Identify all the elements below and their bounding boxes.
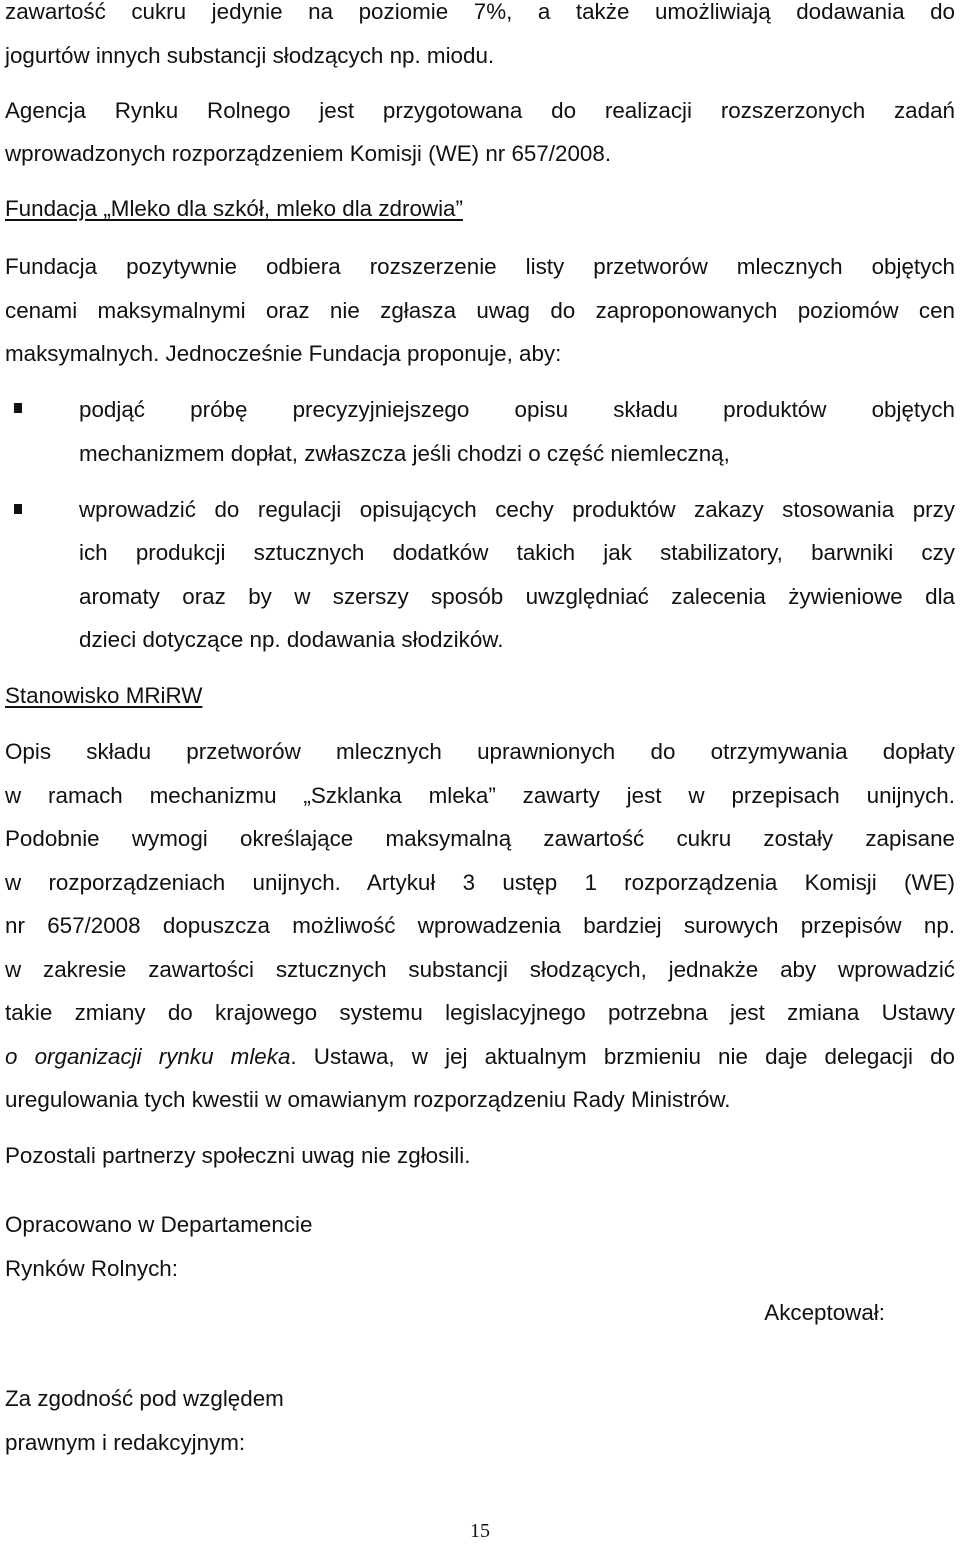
bullet-item-line: ich produkcji sztucznych dodatków takich jak stabilizatory, barwniki czy — [79, 540, 955, 565]
mrirw-line: w ramach mechanizmu „Szklanka mleka” zawarty jest w przepisach unijnych. — [5, 783, 955, 808]
legal-check-label: prawnym i redakcyjnym: — [5, 1430, 246, 1455]
mrirw-heading: Stanowisko MRiRW — [5, 683, 203, 708]
mrirw-line: Podobnie wymogi określające maksymalną zawartość cukru zostały zapisane — [5, 826, 955, 851]
fundacja-line: maksymalnych. Jednocześnie Fundacja proponuje, aby: — [5, 341, 562, 366]
mrirw-line: takie zmiany do krajowego systemu legislacyjnego potrzebna jest zmiana Ustawy — [5, 1000, 955, 1025]
intro-line: Agencja Rynku Rolnego jest przygotowana do realizacji rozszerzonych zadań — [5, 98, 955, 123]
accepted-label: Akceptował: — [764, 1300, 885, 1325]
fundacja-heading-row — [5, 194, 955, 224]
bullet-item-line: aromaty oraz by w szerszy sposób uwzględniać zalecenia żywieniowe dla — [79, 584, 955, 609]
prepared-by-label: Opracowano w Departamencie — [5, 1212, 313, 1237]
others-statement: Pozostali partnerzy społeczni uwag nie zgłosili. — [5, 1143, 471, 1168]
mrirw-line: uregulowania tych kwestii w omawianym rozporządzeniu Rady Ministrów. — [5, 1087, 731, 1112]
fundacja-heading: Fundacja „Mleko dla szkół, mleko dla zdrowia” — [5, 196, 463, 221]
intro-line: zawartość cukru jedynie na poziomie 7%, a także umożliwiają dodawania do — [5, 0, 955, 24]
intro-line: jogurtów innych substancji słodzących np. miodu. — [5, 43, 495, 68]
bullet-square-icon — [14, 504, 22, 514]
bullet-item-line: podjąć próbę precyzyjniejszego opisu składu produktów objętych — [79, 397, 955, 422]
mrirw-line — [5, 1042, 955, 1072]
intro-line: wprowadzonych rozporządzeniem Komisji (WE) nr 657/2008. — [5, 141, 612, 166]
fundacja-line: Fundacja pozytywnie odbiera rozszerzenie listy przetworów mlecznych objętych — [5, 254, 955, 279]
mrirw-line: w zakresie zawartości sztucznych substancji słodzących, jednakże aby wprowadzić — [5, 957, 955, 982]
fundacja-line: cenami maksymalnymi oraz nie zgłasza uwag do zaproponowanych poziomów cen — [5, 298, 955, 323]
bullet-square-icon — [14, 403, 22, 413]
mrirw-heading-row — [5, 681, 955, 711]
legal-check-label: Za zgodność pod względem — [5, 1386, 284, 1411]
mrirw-line-rest: . Ustawa, w jej aktualnym brzmieniu nie daje delegacji do — [290, 1044, 955, 1069]
page-number: 15 — [470, 1520, 490, 1542]
bullet-item-line: wprowadzić do regulacji opisujących cechy produktów zakazy stosowania przy — [79, 497, 955, 522]
mrirw-line: w rozporządzeniach unijnych. Artykuł 3 ustęp 1 rozporządzenia Komisji (WE) — [5, 870, 955, 895]
prepared-by-label: Rynków Rolnych: — [5, 1256, 178, 1281]
act-title: o organizacji rynku mleka — [5, 1044, 291, 1069]
bullet-item-line: dzieci dotyczące np. dodawania słodzików. — [79, 627, 504, 652]
mrirw-line: nr 657/2008 dopuszcza możliwość wprowadzenia bardziej surowych przepisów np. — [5, 913, 955, 938]
bullet-item-line: mechanizmem dopłat, zwłaszcza jeśli chodzi o część niemleczną, — [79, 441, 730, 466]
mrirw-line: Opis składu przetworów mlecznych uprawnionych do otrzymywania dopłaty — [5, 739, 955, 764]
